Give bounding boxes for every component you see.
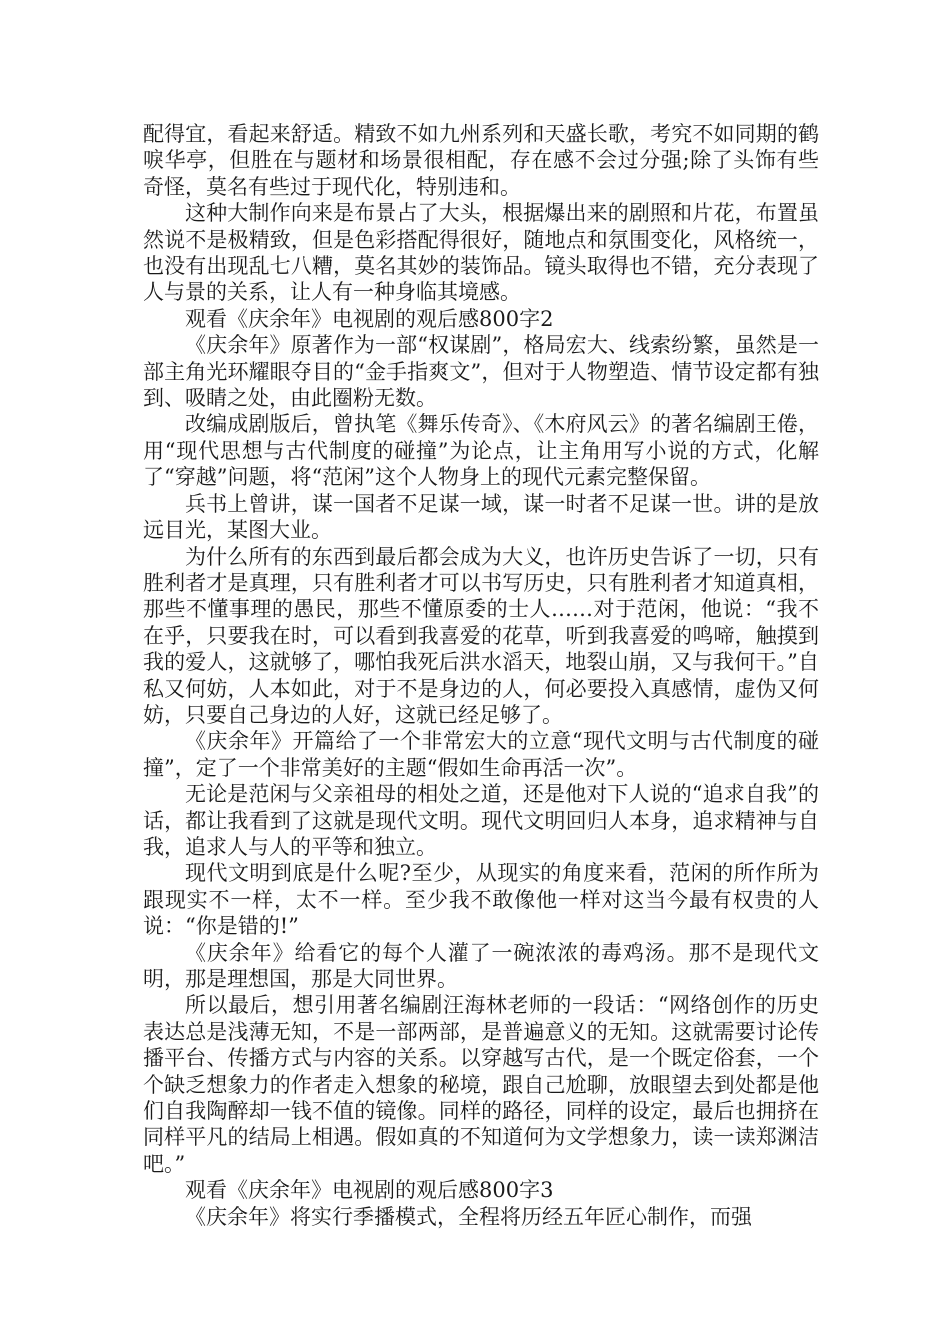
paragraph: 现代文明到底是什么呢?至少，从现实的角度来看，范闲的所作所为跟现实不一样，太不一样。至少我不敢像他一样对这当今最有权贵的人说：“你是错的!” (143, 861, 819, 939)
paragraph: 《庆余年》将实行季播模式，全程将历经五年匠心制作，而强 (185, 1204, 752, 1229)
paragraph: 为什么所有的东西到最后都会成为大义，也许历史告诉了一切，只有胜利者才是真理，只有胜利者才可以书写历史，只有胜利者才知道真相，那些不懂事理的愚民，那些不懂原委的士人……对于范闲，他说：“我不在乎，只要我在时，可以看到我喜爱的花草，听到我喜爱的鸣啼，触摸到我的爱人，这就够了，哪怕我死后洪水滔天，地裂山崩，又与我何干。”自私又何妨，人本如此，对于不是身边的人，何必要投入真感情，虚伪又何妨，只要自己身边的人好，这就已经足够了。 (143, 544, 819, 727)
paragraph: 《庆余年》给看它的每个人灌了一碗浓浓的毒鸡汤。那不是现代文明，那是理想国，那是大同世界。 (143, 940, 819, 991)
section-heading: 观看《庆余年》电视剧的观后感800字3 (185, 1178, 554, 1203)
paragraph: 无论是范闲与父亲祖母的相处之道，还是他对下人说的“追求自我”的话，都让我看到了这就是现代文明。现代文明回归人本身，追求精神与自我，追求人与人的平等和独立。 (143, 782, 819, 859)
document-body (143, 121, 819, 1230)
section-heading: 观看《庆余年》电视剧的观后感800字2 (185, 306, 554, 331)
paragraph: 兵书上曾讲，谋一国者不足谋一域，谋一时者不足谋一世。讲的是放远目光，某图大业。 (143, 491, 819, 543)
paragraph: 《庆余年》开篇给了一个非常宏大的立意“现代文明与古代制度的碰撞”，定了一个非常美好的主题“假如生命再活一次”。 (143, 729, 819, 780)
paragraph: 《庆余年》原著作为一部“权谋剧”，格局宏大、线索纷繁，虽然是一部主角光环耀眼夺目的“金手指爽文”，但对于人物塑造、情节设定都有独到、吸睛之处，由此圈粉无数。 (143, 333, 819, 411)
paragraph: 这种大制作向来是布景占了大头，根据爆出来的剧照和片花，布置虽然说不是极精致，但是色彩搭配得很好，随地点和氛围变化，风格统一，也没有出现乱七八糟，莫名其妙的装饰品。镜头取得也不错，充分表现了人与景的关系，让人有一种身临其境感。 (143, 201, 819, 305)
paragraph: 改编成剧版后，曾执笔《舞乐传奇》、《木府风云》的著名编剧王倦，用“现代思想与古代制度的碰撞”为论点，让主角用写小说的方式，化解了“穿越”问题，将“范闲”这个人物身上的现代元素完整保留。 (143, 412, 819, 490)
paragraph-continued: 配得宜，看起来舒适。精致不如九州系列和天盛长歌，考究不如同期的鹤唳华亭，但胜在与题材和场景很相配，存在感不会过分强;除了头饰有些奇怪，莫名有些过于现代化，特别违和。 (143, 122, 819, 199)
paragraph: 所以最后，想引用著名编剧汪海林老师的一段话：“网络创作的历史表达总是浅薄无知，不是一部两部，是普遍意义的无知。这就需要讨论传播平台、传播方式与内容的关系。以穿越写古代，是一个既定俗套，一个个缺乏想象力的作者走入想象的秘境，跟自己尬聊，放眼望去到处都是他们自我陶醉却一钱不值的镜像。同样的路径，同样的设定，最后也拥挤在同样平凡的结局上相遇。假如真的不知道何为文学想象力，读一读郑渊洁吧。” (143, 993, 819, 1176)
